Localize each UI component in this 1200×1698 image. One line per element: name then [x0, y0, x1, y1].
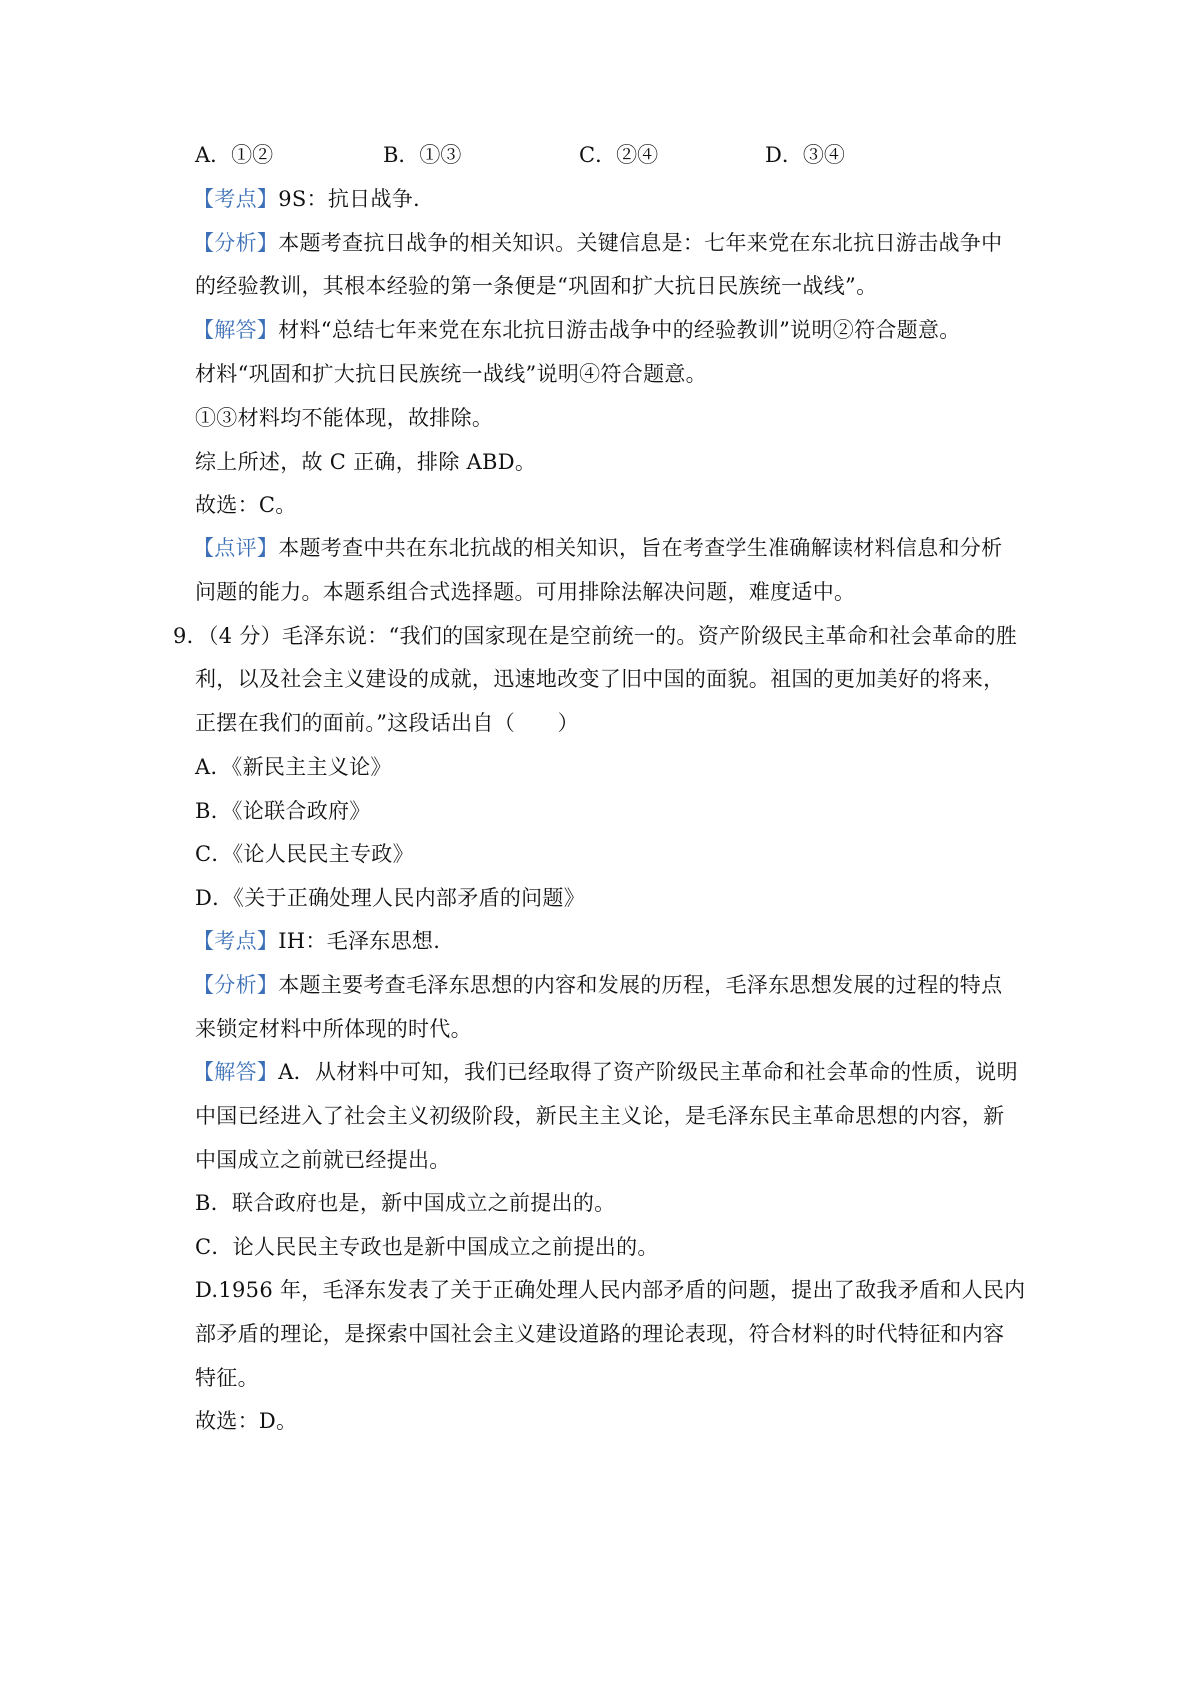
q9-jieda-line-9: 故选：D。: [195, 1409, 298, 1433]
q9-fenxi-line-1: [193, 970, 1002, 1000]
q9-fenxi-text-1: 本题主要考查毛泽东思想的内容和发展的历程，毛泽东思想发展的过程的特点: [278, 973, 1003, 997]
q9-fenxi-tag: 【分析】: [193, 973, 279, 997]
q8-fenxi-tag: 【分析】: [193, 231, 279, 255]
q9-jieda-line-4: B．联合政府也是，新中国成立之前提出的。: [195, 1191, 616, 1215]
q8-fenxi-line-1: [193, 228, 1002, 258]
q8-jieda-line-1: [193, 315, 961, 345]
q8-kaodian: [193, 184, 420, 214]
q9-stem-line-1: 9．（4 分）毛泽东说：“我们的国家现在是空前统一的。资产阶级民主革命和社会革命的胜: [173, 624, 1018, 648]
q9-jieda-line-2: 中国已经进入了社会主义初级阶段，新民主主义论，是毛泽东民主革命思想的内容，新: [195, 1104, 1005, 1128]
q8-option-d: D．③④: [765, 143, 845, 167]
q8-kaodian-text: 9S：抗日战争.: [278, 187, 421, 211]
q8-kaodian-tag: 【考点】: [193, 187, 279, 211]
q8-option-a: A．①②: [195, 143, 274, 167]
q8-jieda-text-1: 材料“总结七年来党在东北抗日游击战争中的经验教训”说明②符合题意。: [278, 318, 961, 342]
q9-jieda-line-6: D.1956 年，毛泽东发表了关于正确处理人民内部矛盾的问题，提出了敌我矛盾和人民内: [195, 1278, 1026, 1302]
q9-option-a: A．《新民主主义论》: [195, 755, 392, 779]
q8-jieda-line-5: 故选：C。: [195, 493, 297, 517]
q9-jieda-line-3: 中国成立之前就已经提出。: [195, 1148, 451, 1172]
q9-option-d: D．《关于正确处理人民内部矛盾的问题》: [195, 886, 586, 910]
q9-option-b: B．《论联合政府》: [195, 799, 371, 823]
q8-jieda-line-3: ①③材料均不能体现，故排除。: [195, 406, 494, 430]
q9-kaodian: [193, 926, 440, 956]
q9-stem-line-3: 正摆在我们的面前。”这段话出自（ ）: [195, 711, 579, 735]
q8-dianping-line-1: [193, 533, 1002, 563]
q8-option-c: C．②④: [579, 143, 659, 167]
q8-dianping-tag: 【点评】: [193, 536, 279, 560]
q8-option-b: B．①③: [383, 143, 462, 167]
q8-dianping-text-1: 本题考查中共在东北抗战的相关知识，旨在考查学生准确解读材料信息和分析: [278, 536, 1003, 560]
q8-jieda-line-4: 综上所述，故 C 正确，排除 ABD。: [195, 450, 537, 474]
q9-fenxi-line-2: 来锁定材料中所体现的时代。: [195, 1017, 472, 1041]
q9-option-c: C．《论人民民主专政》: [195, 842, 414, 866]
q9-jieda-line-8: 特征。: [195, 1366, 259, 1390]
q9-stem-line-2: 利，以及社会主义建设的成就，迅速地改变了旧中国的面貌。祖国的更加美好的将来，: [195, 667, 1005, 691]
q9-jieda-tag: 【解答】: [193, 1060, 279, 1084]
q9-jieda-line-1: [193, 1057, 1018, 1087]
q8-fenxi-line-2: 的经验教训，其根本经验的第一条便是“巩固和扩大抗日民族统一战线”。: [195, 274, 878, 298]
q8-jieda-tag: 【解答】: [193, 318, 279, 342]
q9-jieda-line-7: 部矛盾的理论，是探索中国社会主义建设道路的理论表现，符合材料的时代特征和内容: [195, 1322, 1005, 1346]
q9-kaodian-tag: 【考点】: [193, 929, 279, 953]
q9-jieda-line-5: C．论人民民主专政也是新中国成立之前提出的。: [195, 1235, 659, 1259]
q8-dianping-line-2: 问题的能力。本题系组合式选择题。可用排除法解决问题，难度适中。: [195, 580, 856, 604]
q8-fenxi-text-1: 本题考查抗日战争的相关知识。关键信息是：七年来党在东北抗日游击战争中: [278, 231, 1003, 255]
q9-kaodian-text: IH：毛泽东思想.: [278, 929, 441, 953]
q8-jieda-line-2: 材料“巩固和扩大抗日民族统一战线”说明④符合题意。: [195, 362, 707, 386]
q9-jieda-text-1: A．从材料中可知，我们已经取得了资产阶级民主革命和社会革命的性质，说明: [278, 1060, 1018, 1084]
